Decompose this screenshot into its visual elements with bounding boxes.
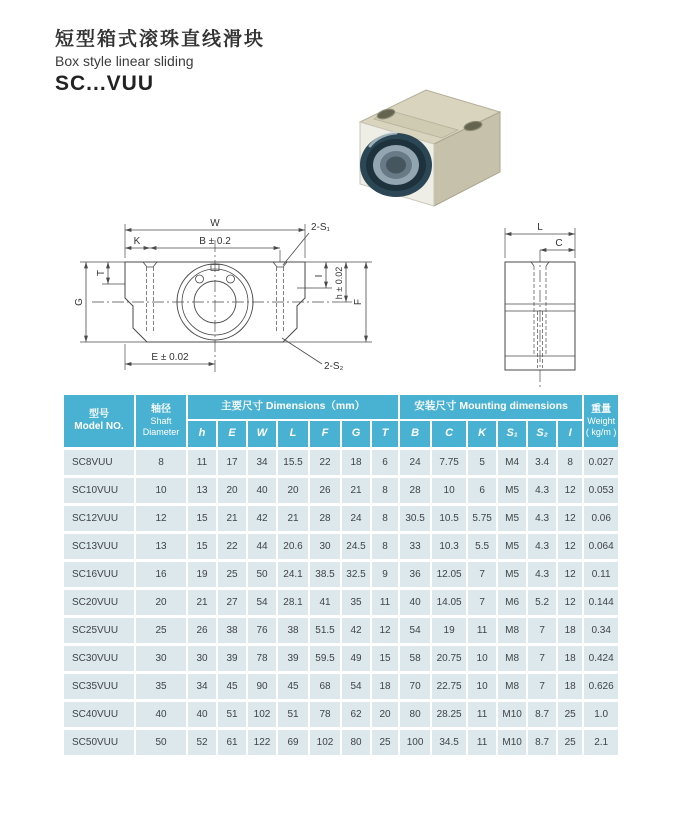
header-col-G: G [341, 420, 371, 449]
dim-label-e: E ± 0.02 [151, 352, 189, 363]
value-cell: 14.05 [431, 589, 467, 617]
dim-label-h: h ± 0.02 [334, 266, 344, 300]
header-model-en: Model NO. [74, 421, 124, 432]
model-cell: SC30VUU [63, 645, 135, 673]
value-cell: 10 [467, 673, 497, 701]
bearing-bore-inner [386, 157, 406, 174]
value-cell: 6 [467, 477, 497, 505]
value-cell: 38 [217, 617, 247, 645]
value-cell: 3.4 [527, 449, 557, 477]
value-cell: 122 [247, 729, 277, 757]
header-col-E: E [217, 420, 247, 449]
model-cell: SC8VUU [63, 449, 135, 477]
value-cell: 54 [341, 673, 371, 701]
value-cell: 24.5 [341, 533, 371, 561]
value-cell: 15 [187, 505, 217, 533]
header-shaft-en2: Diameter [142, 427, 180, 438]
value-cell: 8 [371, 533, 399, 561]
value-cell: 34 [247, 449, 277, 477]
dim-label-t: T [96, 269, 107, 277]
value-cell: 16 [135, 561, 187, 589]
model-cell: SC35VUU [63, 673, 135, 701]
value-cell: 11 [467, 701, 497, 729]
value-cell: 8.7 [527, 701, 557, 729]
value-cell: 4.3 [527, 561, 557, 589]
value-cell: 13 [135, 533, 187, 561]
value-cell: 102 [309, 729, 341, 757]
value-cell: 8 [557, 449, 583, 477]
value-cell: 2.1 [583, 729, 619, 757]
header-col-T: T [371, 420, 399, 449]
value-cell: 0.626 [583, 673, 619, 701]
value-cell: 18 [371, 673, 399, 701]
table-row [63, 477, 619, 505]
value-cell: 49 [341, 645, 371, 673]
value-cell: 6 [371, 449, 399, 477]
value-cell: 61 [217, 729, 247, 757]
model-cell: SC40VUU [63, 701, 135, 729]
value-cell: 0.053 [583, 477, 619, 505]
value-cell: 76 [247, 617, 277, 645]
value-cell: 25 [135, 617, 187, 645]
header-col-I: I [557, 420, 583, 449]
value-cell: M10 [497, 729, 527, 757]
value-cell: 0.064 [583, 533, 619, 561]
value-cell: 12 [135, 505, 187, 533]
table-row [63, 673, 619, 701]
value-cell: 70 [399, 673, 431, 701]
value-cell: 25 [557, 701, 583, 729]
value-cell: 4.3 [527, 505, 557, 533]
value-cell: 69 [277, 729, 309, 757]
value-cell: 19 [431, 617, 467, 645]
value-cell: 10 [431, 477, 467, 505]
value-cell: 100 [399, 729, 431, 757]
header-shaft-diameter [135, 394, 187, 449]
value-cell: 28 [309, 505, 341, 533]
technical-drawing [50, 192, 635, 392]
value-cell: 4.3 [527, 477, 557, 505]
value-cell: 12 [557, 533, 583, 561]
header-col-F: F [309, 420, 341, 449]
value-cell: 9 [371, 561, 399, 589]
value-cell: 28.1 [277, 589, 309, 617]
value-cell: 21 [187, 589, 217, 617]
value-cell: 15.5 [277, 449, 309, 477]
dim-label-s2: 2-S₂ [324, 361, 344, 372]
value-cell: 10 [467, 645, 497, 673]
value-cell: 45 [277, 673, 309, 701]
header-col-h: h [187, 420, 217, 449]
header-model-zh: 型号 [89, 408, 109, 420]
value-cell: 52 [187, 729, 217, 757]
value-cell: 11 [371, 589, 399, 617]
header-col-L: L [277, 420, 309, 449]
value-cell: M5 [497, 561, 527, 589]
value-cell: 21 [217, 505, 247, 533]
value-cell: 11 [187, 449, 217, 477]
value-cell: 24.1 [277, 561, 309, 589]
dim-label-w: W [210, 218, 220, 229]
value-cell: 8 [371, 477, 399, 505]
table-row [63, 701, 619, 729]
value-cell: 35 [341, 589, 371, 617]
header-model [63, 394, 135, 449]
header-shaft-en1: Shaft [150, 416, 172, 426]
value-cell: 5.75 [467, 505, 497, 533]
table-body [63, 449, 619, 757]
header-col-S1: S₁ [497, 420, 527, 449]
value-cell: 0.11 [583, 561, 619, 589]
value-cell: M5 [497, 533, 527, 561]
value-cell: 20 [277, 477, 309, 505]
value-cell: 20.6 [277, 533, 309, 561]
value-cell: 62 [341, 701, 371, 729]
value-cell: 10.3 [431, 533, 467, 561]
value-cell: 20 [217, 477, 247, 505]
value-cell: 80 [399, 701, 431, 729]
value-cell: 36 [399, 561, 431, 589]
header-weight-unit: ( kg/m ) [585, 427, 617, 438]
value-cell: 102 [247, 701, 277, 729]
value-cell: 38.5 [309, 561, 341, 589]
value-cell: 8.7 [527, 729, 557, 757]
value-cell: 5.5 [467, 533, 497, 561]
model-cell: SC13VUU [63, 533, 135, 561]
value-cell: 51 [217, 701, 247, 729]
center-lines [92, 240, 338, 372]
dim-label-g: G [74, 298, 85, 306]
value-cell: 0.34 [583, 617, 619, 645]
series-model-code: SC...VUU [55, 72, 155, 95]
value-cell: 33 [399, 533, 431, 561]
dim-label-l: L [537, 222, 543, 233]
value-cell: 22.75 [431, 673, 467, 701]
value-cell: 0.424 [583, 645, 619, 673]
specification-table [62, 393, 620, 758]
value-cell: 51 [277, 701, 309, 729]
value-cell: 32.5 [341, 561, 371, 589]
table-row [63, 617, 619, 645]
value-cell: 7 [527, 617, 557, 645]
value-cell: 40 [187, 701, 217, 729]
value-cell: 27 [217, 589, 247, 617]
value-cell: 20 [135, 589, 187, 617]
value-cell: 12.05 [431, 561, 467, 589]
value-cell: 17 [217, 449, 247, 477]
value-cell: 15 [371, 645, 399, 673]
table-row [63, 589, 619, 617]
value-cell: 21 [341, 477, 371, 505]
value-cell: 18 [557, 645, 583, 673]
value-cell: 28.25 [431, 701, 467, 729]
value-cell: 12 [557, 589, 583, 617]
value-cell: 80 [341, 729, 371, 757]
table-row [63, 533, 619, 561]
value-cell: M5 [497, 477, 527, 505]
value-cell: 7 [527, 645, 557, 673]
value-cell: 30.5 [399, 505, 431, 533]
value-cell: 34.5 [431, 729, 467, 757]
dim-label-s1: 2-S₁ [311, 222, 330, 233]
value-cell: 18 [341, 449, 371, 477]
value-cell: 21 [277, 505, 309, 533]
value-cell: 54 [399, 617, 431, 645]
value-cell: 42 [341, 617, 371, 645]
value-cell: 25 [217, 561, 247, 589]
value-cell: M5 [497, 505, 527, 533]
value-cell: 12 [371, 617, 399, 645]
page-title-english: Box style linear sliding [55, 53, 194, 69]
model-cell: SC25VUU [63, 617, 135, 645]
header-col-C: C [431, 420, 467, 449]
model-cell: SC50VUU [63, 729, 135, 757]
value-cell: M8 [497, 645, 527, 673]
value-cell: 18 [557, 617, 583, 645]
value-cell: 20.75 [431, 645, 467, 673]
header-weight [583, 394, 619, 449]
value-cell: 12 [557, 505, 583, 533]
value-cell: M10 [497, 701, 527, 729]
value-cell: M4 [497, 449, 527, 477]
value-cell: 34 [187, 673, 217, 701]
table-header [63, 394, 619, 449]
value-cell: 30 [187, 645, 217, 673]
header-dimensions-group: 主要尺寸 Dimensions（mm） [187, 394, 399, 420]
value-cell: 40 [247, 477, 277, 505]
value-cell: 45 [217, 673, 247, 701]
value-cell: 5 [467, 449, 497, 477]
value-cell: 44 [247, 533, 277, 561]
header-mounting-group: 安装尺寸 Mounting dimensions [399, 394, 583, 420]
value-cell: 18 [557, 673, 583, 701]
value-cell: 25 [557, 729, 583, 757]
dim-label-c: C [555, 238, 563, 249]
value-cell: 58 [399, 645, 431, 673]
model-cell: SC12VUU [63, 505, 135, 533]
value-cell: 40 [399, 589, 431, 617]
value-cell: 25 [371, 729, 399, 757]
value-cell: 7.75 [431, 449, 467, 477]
value-cell: 28 [399, 477, 431, 505]
dim-label-i: I [314, 274, 325, 278]
table-group-header-row [63, 394, 619, 420]
value-cell: M8 [497, 617, 527, 645]
value-cell: 11 [467, 729, 497, 757]
value-cell: 24 [399, 449, 431, 477]
value-cell: 15 [187, 533, 217, 561]
value-cell: 0.027 [583, 449, 619, 477]
table-row [63, 645, 619, 673]
value-cell: 1.0 [583, 701, 619, 729]
model-cell: SC16VUU [63, 561, 135, 589]
value-cell: 0.144 [583, 589, 619, 617]
value-cell: 7 [467, 589, 497, 617]
value-cell: 22 [309, 449, 341, 477]
header-col-B: B [399, 420, 431, 449]
product-photo-linear-bearing-block [338, 80, 514, 210]
value-cell: 24 [341, 505, 371, 533]
value-cell: 20 [371, 701, 399, 729]
value-cell: 22 [217, 533, 247, 561]
value-cell: 50 [247, 561, 277, 589]
value-cell: 90 [247, 673, 277, 701]
value-cell: 7 [527, 673, 557, 701]
value-cell: 38 [277, 617, 309, 645]
value-cell: 8 [135, 449, 187, 477]
table-row [63, 449, 619, 477]
value-cell: 26 [309, 477, 341, 505]
header-col-S2: S₂ [527, 420, 557, 449]
value-cell: 0.06 [583, 505, 619, 533]
value-cell: 39 [277, 645, 309, 673]
value-cell: 8 [371, 505, 399, 533]
model-cell: SC20VUU [63, 589, 135, 617]
value-cell: 51.5 [309, 617, 341, 645]
value-cell: 10.5 [431, 505, 467, 533]
dim-label-f: F [353, 298, 364, 306]
value-cell: 30 [135, 645, 187, 673]
value-cell: 54 [247, 589, 277, 617]
value-cell: 40 [135, 701, 187, 729]
side-view [505, 228, 575, 388]
value-cell: 10 [135, 477, 187, 505]
value-cell: 12 [557, 561, 583, 589]
value-cell: 30 [309, 533, 341, 561]
value-cell: 59.5 [309, 645, 341, 673]
value-cell: 50 [135, 729, 187, 757]
title-block [55, 24, 265, 96]
dim-label-b: B ± 0.2 [199, 236, 231, 247]
header-weight-en: Weight [587, 416, 616, 426]
value-cell: 11 [467, 617, 497, 645]
header-shaft-zh: 轴径 [151, 403, 171, 415]
header-col-K: K [467, 420, 497, 449]
value-cell: 41 [309, 589, 341, 617]
value-cell: M8 [497, 673, 527, 701]
value-cell: 4.3 [527, 533, 557, 561]
table-row [63, 561, 619, 589]
value-cell: 78 [309, 701, 341, 729]
value-cell: 39 [217, 645, 247, 673]
value-cell: 7 [467, 561, 497, 589]
page-title-chinese: 短型箱式滚珠直线滑块 [55, 29, 266, 50]
value-cell: 5.2 [527, 589, 557, 617]
value-cell: 13 [187, 477, 217, 505]
value-cell: 26 [187, 617, 217, 645]
header-weight-zh: 重量 [591, 403, 612, 415]
model-cell: SC10VUU [63, 477, 135, 505]
value-cell: 19 [187, 561, 217, 589]
table-row [63, 729, 619, 757]
value-cell: 12 [557, 477, 583, 505]
value-cell: M6 [497, 589, 527, 617]
value-cell: 78 [247, 645, 277, 673]
dim-label-k: K [133, 236, 141, 247]
table-row [63, 505, 619, 533]
header-col-W: W [247, 420, 277, 449]
value-cell: 68 [309, 673, 341, 701]
value-cell: 35 [135, 673, 187, 701]
value-cell: 42 [247, 505, 277, 533]
